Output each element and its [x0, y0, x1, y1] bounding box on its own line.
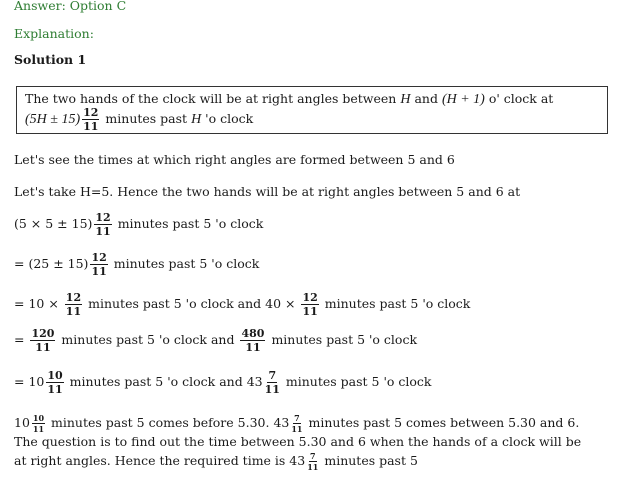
fraction [94, 212, 111, 237]
frac-num: 10 [47, 369, 63, 382]
frac-num: 12 [65, 291, 82, 304]
equation-2 [14, 252, 259, 277]
eq-text: minutes past 5 'o clock [324, 296, 471, 311]
explanation-label: Explanation: [14, 26, 94, 41]
eq-text: minutes past 5 'o clock and 43 [69, 374, 263, 389]
fraction [65, 292, 82, 317]
eq-text: (5 × 5 ± 15) [14, 216, 93, 231]
eq-text: minutes past 5 'o clock [271, 332, 418, 347]
frac-den: 11 [35, 341, 51, 354]
equation-4 [14, 328, 417, 353]
box-text: 'o clock [205, 111, 254, 126]
fraction [30, 328, 55, 353]
math-expr: (5H ± 15) [25, 112, 81, 127]
equation-1 [14, 212, 263, 237]
box-text: minutes past [105, 111, 188, 126]
frac-num: 7 [310, 451, 316, 461]
paragraph-1: Let's see the times at which right angles are formed between 5 and 6 [14, 152, 455, 167]
frac-num: 120 [31, 327, 55, 340]
final-text: 43 [273, 415, 290, 430]
eq-text: = 10 × [14, 296, 59, 311]
frac-num: 7 [268, 369, 277, 382]
eq-text: = (25 ± 15) [14, 256, 89, 271]
answer-text: Answer: Option C [14, 0, 127, 13]
fraction [265, 370, 280, 395]
eq-text: minutes past 5 'o clock and 40 × [88, 296, 296, 311]
box-line-2 [25, 107, 253, 132]
final-line-2: The question is to find out the time between 5.30 and 6 when the hands of a clock will be [14, 434, 582, 449]
frac-den: 11 [65, 305, 82, 318]
fraction [90, 252, 107, 277]
math-var: H [191, 112, 202, 127]
frac-den: 11 [32, 424, 45, 434]
frac-num: 12 [91, 251, 107, 264]
final-text: minutes past 5 comes before 5.30. [51, 415, 270, 430]
frac-num: 12 [95, 211, 111, 224]
eq-text: minutes past 5 'o clock [117, 216, 264, 231]
frac-den: 11 [91, 265, 107, 278]
frac-den: 11 [307, 462, 319, 472]
frac-num: 480 [241, 327, 265, 340]
final-text: 10 [14, 415, 30, 430]
fraction [301, 292, 318, 317]
fraction [32, 414, 45, 433]
final-line-3 [14, 452, 418, 471]
fraction [82, 107, 99, 132]
frac-num: 12 [83, 106, 99, 119]
fraction [46, 370, 63, 395]
frac-num: 7 [294, 413, 300, 423]
fraction [291, 414, 302, 433]
final-text: at right angles. Hence the required time is 43 [14, 453, 306, 468]
eq-text: = [14, 332, 25, 347]
fraction [240, 328, 265, 353]
final-text: minutes past 5 [324, 453, 418, 468]
solution-heading: Solution 1 [14, 52, 87, 67]
equation-5 [14, 370, 432, 395]
frac-den: 11 [47, 383, 63, 396]
eq-text: minutes past 5 'o clock [113, 256, 260, 271]
final-line-1 [14, 414, 579, 433]
frac-den: 11 [264, 383, 280, 396]
frac-den: 11 [302, 305, 318, 318]
eq-text: minutes past 5 'o clock and [61, 332, 235, 347]
eq-text: minutes past 5 'o clock [285, 374, 432, 389]
formula-box [16, 86, 608, 134]
frac-den: 11 [83, 120, 99, 133]
box-line-1 [25, 91, 553, 108]
final-text: minutes past 5 comes between 5.30 and 6. [308, 415, 580, 430]
box-text: The two hands of the clock will be at right angles between [25, 91, 397, 106]
frac-num: 12 [302, 291, 318, 304]
math-expr: (H + 1) [441, 92, 485, 107]
equation-3 [14, 292, 470, 317]
frac-den: 11 [95, 225, 111, 238]
frac-num: 10 [32, 413, 45, 423]
eq-text: = 10 [14, 374, 45, 389]
paragraph-2: Let's take H=5. Hence the two hands will be at right angles between 5 and 6 at [14, 184, 521, 199]
frac-den: 11 [291, 424, 303, 434]
frac-den: 11 [245, 341, 261, 354]
box-text: and [414, 91, 438, 106]
math-var: H [400, 92, 411, 107]
fraction [307, 452, 318, 471]
box-text: o' clock at [488, 91, 554, 106]
